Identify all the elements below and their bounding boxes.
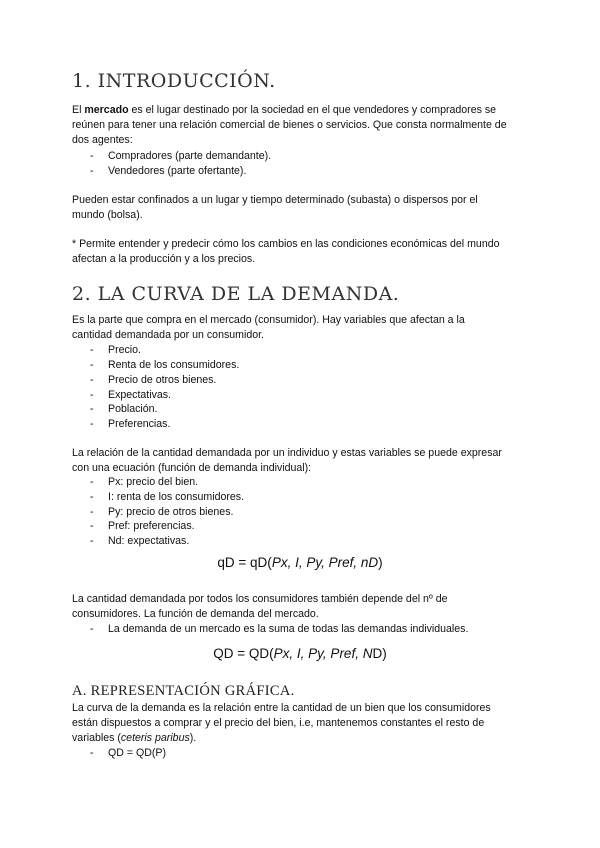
list-item: - Precio de otros bienes.: [90, 374, 217, 386]
section-a-paragraph: [72, 701, 527, 746]
list-dash: -: [90, 150, 94, 162]
paragraph-line: cantidad demandada por un consumidor.: [72, 329, 264, 341]
paragraph-line: con una ecuación (función de demanda individual):: [72, 462, 312, 474]
section-2-intro: [72, 313, 527, 343]
list-item: - Px: precio del bien.: [90, 476, 199, 488]
section-a-heading: A. REPRESENTACIÓN GRÁFICA.: [72, 683, 295, 699]
section-1-paragraph-1: [72, 103, 527, 148]
paragraph-line: variables (ceteris paribus).: [72, 732, 197, 744]
paragraph-line: La curva de la demanda es la relación entre la cantidad de un bien que los consumidores: [72, 702, 491, 714]
paragraph-line: * Permite entender y predecir cómo los cambios en las condiciones económicas del mundo: [72, 238, 500, 250]
section-2-heading: 2. LA CURVA DE LA DEMANDA.: [72, 283, 400, 305]
section-1-heading: 1. INTRODUCCIÓN.: [72, 70, 276, 92]
paragraph-line: reúnen para tener una relación comercial de bienes o servicios. Que consta normalmente de: [72, 119, 507, 131]
list-item: - Pref: preferencias.: [90, 520, 195, 532]
paragraph-line: El mercado es el lugar destinado por la sociedad en el que vendedores y compradores se: [72, 104, 497, 116]
individual-demand-equation: qD = qD(Px, I, Py, Pref, nD): [217, 555, 383, 570]
list-item: - Preferencias.: [90, 418, 171, 430]
list-item: - Precio.: [90, 344, 141, 356]
list-item: - Vendedores (parte ofertante).: [90, 165, 247, 177]
list-item: - Compradores (parte demandante).: [90, 150, 272, 162]
paragraph-line: dos agentes:: [72, 134, 133, 146]
paragraph-line: La cantidad demandada por todos los consumidores también depende del nº de: [72, 593, 448, 605]
paragraph-line: están dispuestos a comprar y el precio del bien, i.e, mantenemos constantes el resto de: [72, 717, 485, 729]
paragraph-line: consumidores. La función de demanda del mercado.: [72, 608, 319, 620]
list-item: - Py: precio de otros bienes.: [90, 506, 234, 518]
paragraph-line: La relación de la cantidad demandada por un individuo y estas variables se puede expresar: [72, 447, 502, 459]
paragraph-line: mundo (bolsa).: [72, 209, 143, 221]
section-1-note: [72, 237, 527, 267]
section-1-paragraph-2: [72, 193, 527, 223]
market-demand-equation: QD = QD(Px, I, Py, Pref, ND): [213, 646, 387, 661]
list-item: - Renta de los consumidores.: [90, 359, 240, 371]
list-item: - Expectativas.: [90, 389, 172, 401]
section-2-market: [72, 592, 527, 622]
paragraph-line: Es la parte que compra en el mercado (consumidor). Hay variables que afectan a la: [72, 314, 465, 326]
list-item: - Nd: expectativas.: [90, 535, 190, 547]
section-2-relation: [72, 446, 527, 476]
paragraph-line: Pueden estar confinados a un lugar y tiempo determinado (subasta) o dispersos por el: [72, 194, 478, 206]
list-dash: -: [90, 165, 94, 177]
paragraph-line: afectan a la producción y a los precios.: [72, 253, 256, 265]
list-item: - La demanda de un mercado es la suma de todas las demandas individuales.: [90, 623, 469, 635]
list-item: - Población.: [90, 403, 158, 415]
list-item: - QD = QD(P): [90, 747, 166, 759]
term-mercado: mercado: [84, 104, 129, 116]
list-item: - I: renta de los consumidores.: [90, 491, 245, 503]
